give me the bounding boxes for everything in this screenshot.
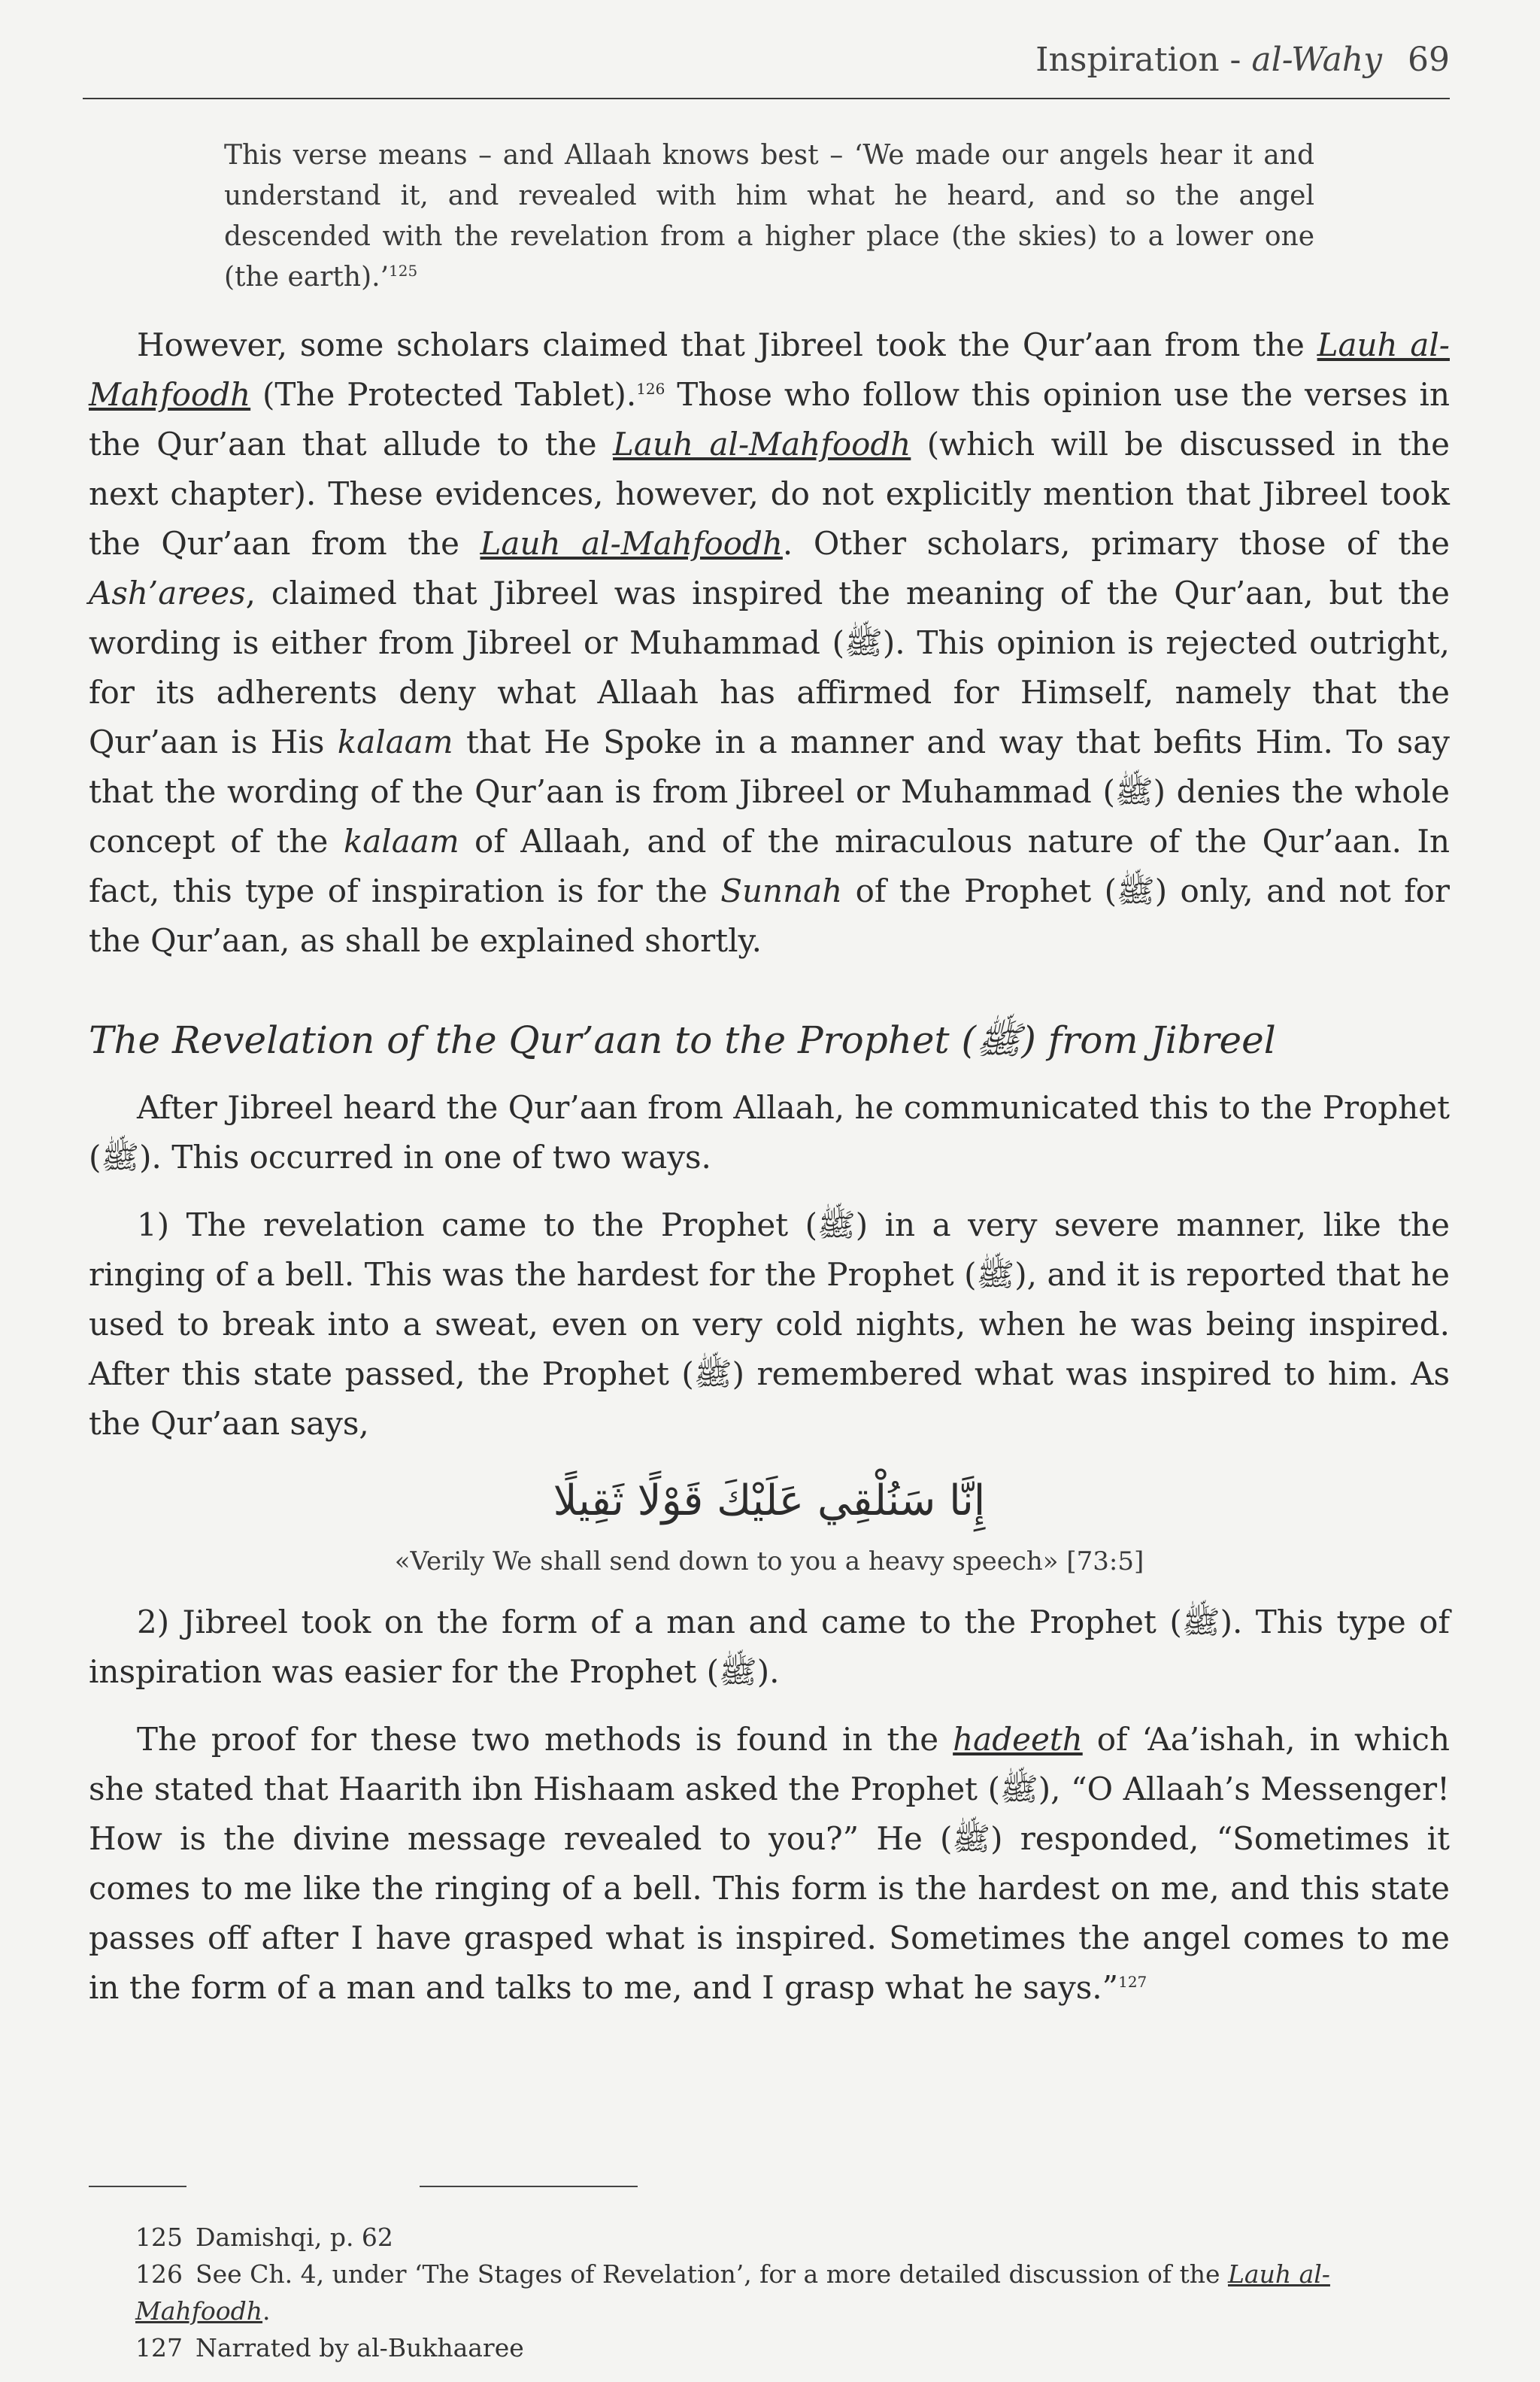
term-hadeeth: hadeeth: [953, 1721, 1083, 1758]
footnote-term: Lauh al-Mahfoodh: [135, 2259, 1330, 2326]
term-lauh-al-mahfoodh: Lauh al-Mahfoodh: [613, 426, 911, 463]
term-lauh-al-mahfoodh: Lauh al-Mahfoodh: [480, 525, 783, 562]
paragraph-text: However, some scholars claimed that Jibreel took the Qur’aan from the: [137, 326, 1317, 363]
footnote-divider: [89, 2186, 638, 2187]
section-heading: The Revelation of the Qur’aan to the Prophet (ﷺ) from Jibreel: [89, 1018, 1276, 1062]
paragraph-text: , claimed that Jibreel was inspired the meaning of the Qur’aan, but the wording is either from Jibreel or Muhammad (ﷺ). This opinion is rejected outright, for its adherents deny what Allaah has affirmed for Himself, namely that the Qur’aan is His: [89, 575, 1450, 760]
term-lauh-al-mahfoodh: Lauh al-Mahfoodh: [89, 326, 1450, 413]
page-number: 69: [1408, 41, 1450, 79]
paragraph-hadeeth-proof: [89, 1715, 1450, 2013]
footnote-125: [135, 2219, 1450, 2256]
paragraph-text: . Other scholars, primary those of the: [782, 525, 1450, 562]
paragraph-text: (which will be discussed in the next chapter). These evidences, however, do not explicitly mention that Jibreel took the Qur’aan from the: [89, 426, 1450, 562]
term-asharees: Ash’arees: [89, 575, 246, 611]
footnote-number: 126: [135, 2259, 183, 2289]
paragraph-text: that He Spoke in a manner and way that befits Him. To say that the wording of the Qur’aan is from Jibreel or Muhammad (ﷺ) denies the whole concept of the: [89, 724, 1450, 860]
running-title-text: Inspiration -: [1035, 41, 1252, 79]
footnote-127: [135, 2329, 1450, 2366]
footnote-text: Damishqi, p. 62: [196, 2223, 393, 2252]
term-kalaam: kalaam: [337, 724, 453, 760]
footnote-number: 127: [135, 2333, 183, 2362]
paragraph-text: (The Protected Tablet).: [250, 376, 637, 413]
term-sunnah: Sunnah: [720, 872, 843, 909]
running-title-italic: al-Wahy: [1251, 41, 1382, 79]
block-quote: [224, 135, 1314, 298]
paragraph-text: of ‘Aa’ishah, in which she stated that Haarith ibn Hishaam asked the Prophet (ﷺ), “O Allaah’s Messenger! How is the divine message revealed to you?” He (ﷺ) responded, “Sometimes it comes to me like the ringing of a bell. This form is the hardest on me, and this state passes off after I have grasped what is inspired. Sometimes the angel comes to me in the form of a man and talks to me, and I grasp what he says.”: [89, 1721, 1451, 2006]
running-header: [83, 36, 1450, 99]
running-title: [1035, 41, 1450, 79]
verse-translation: «Verily We shall send down to you a heavy speech» [73:5]: [394, 1546, 1144, 1576]
paragraph-text: of Allaah, and of the miraculous nature of the Qur’aan. In fact, this type of inspiration is for the: [89, 823, 1450, 909]
footnote-text: Narrated by al-Bukhaaree: [196, 2333, 524, 2362]
paragraph-first-way: 1) The revelation came to the Prophet (ﷺ) in a very severe manner, like the ringing of a bell. This was the hardest for the Prophet (ﷺ), and it is reported that he used to break into a sweat, even on very cold nights, when he was being inspired. After this state passed, the Prophet (ﷺ) remembered what was inspired to him. As the Qur’aan says,: [89, 1206, 1450, 1442]
footnotes: [135, 2219, 1450, 2366]
arabic-verse: إِنَّا سَنُلْقِي عَلَيْكَ قَوْلًا ثَقِيلًا: [553, 1476, 986, 1525]
footnote-text: .: [262, 2296, 271, 2326]
term-kalaam: kalaam: [343, 823, 459, 860]
paragraph-text: The proof for these two methods is found in the: [137, 1721, 953, 1758]
footnote-126: [135, 2256, 1450, 2329]
paragraph-second-way: 2) Jibreel took on the form of a man and came to the Prophet (ﷺ). This type of inspiration was easier for the Prophet (ﷺ).: [89, 1604, 1451, 1690]
footnote-ref-127: 127: [1118, 1973, 1147, 1991]
paragraph-text: of the Prophet (ﷺ) only, and not for the Qur’aan, as shall be explained shortly.: [89, 872, 1450, 959]
page-body: [89, 135, 1450, 2013]
paragraph-scholars-opinion: [89, 320, 1450, 966]
footnote-ref-125: 125: [389, 262, 418, 280]
footnote-ref-126: 126: [636, 380, 665, 398]
footnote-text: See Ch. 4, under ‘The Stages of Revelation’, for a more detailed discussion of the: [196, 2259, 1228, 2289]
paragraph-intro-two-ways: After Jibreel heard the Qur’aan from Allaah, he communicated this to the Prophet (ﷺ). This occurred in one of two ways.: [89, 1089, 1450, 1176]
footnote-number: 125: [135, 2223, 183, 2252]
paragraph-text: Those who follow this opinion use the verses in the Qur’aan that allude to the: [89, 376, 1451, 463]
block-quote-text: This verse means – and Allaah knows best – ‘We made our angels hear it and understand it, and revealed with him what he heard, and so the angel descended with the revelation from a higher place (the skies) to a lower one (the earth).’: [224, 140, 1314, 293]
